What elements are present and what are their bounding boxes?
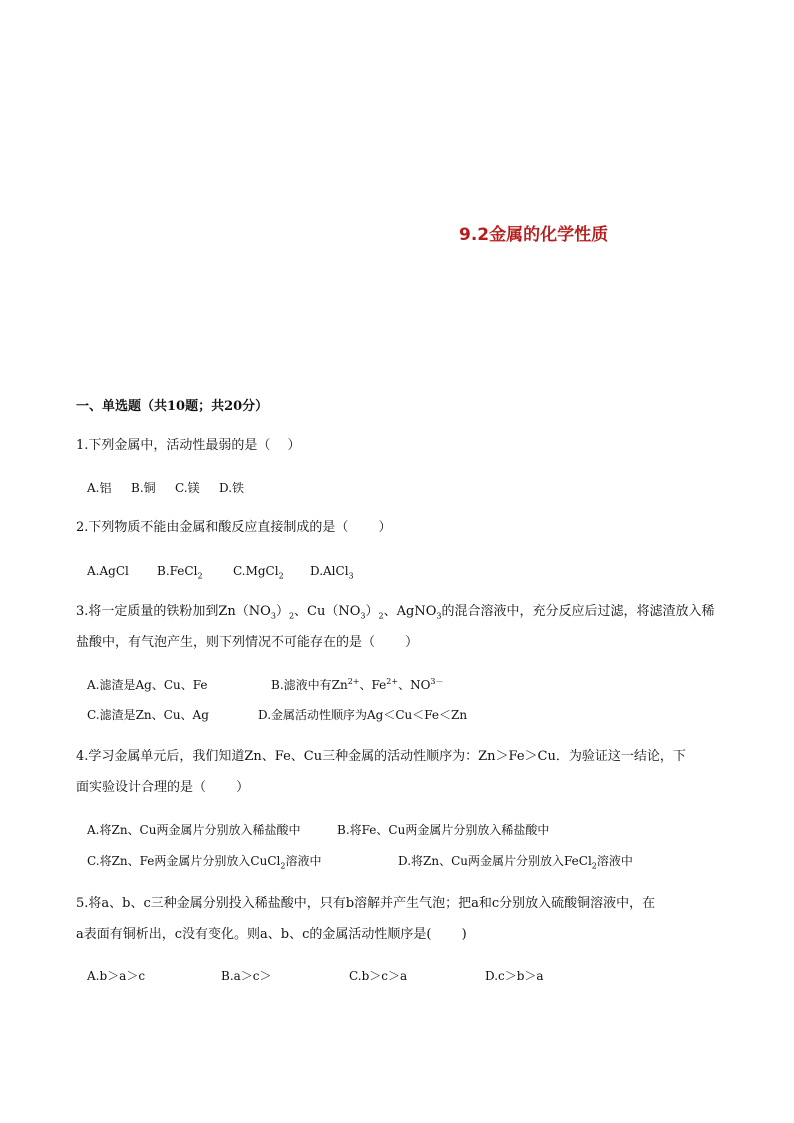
question-1-stem: 1.下列金属中，活动性最弱的是（ ） (76, 438, 301, 453)
q4-option-c-sub: 2 (280, 861, 286, 871)
q2-option-b-text: B.FeCl (157, 564, 198, 578)
q2-option-b[interactable] (157, 562, 203, 580)
q3-option-b-text-1: B.滤液中有Zn (271, 678, 348, 692)
q2-option-c-text: C.MgCl (233, 564, 279, 578)
question-2-stem: 2.下列物质不能由金属和酸反应直接制成的是（ ） (76, 520, 392, 535)
q4-option-d-text-1: D.将Zn、Cu两金属片分别放入FeCl (398, 854, 592, 868)
q2-option-c-sub: 2 (278, 571, 284, 581)
question-4-stem-line-2: 面实验设计合理的是（ ） (76, 780, 250, 795)
q3-option-d[interactable]: D.金属活动性顺序为Ag＜Cu＜Fe＜Zn (258, 708, 468, 722)
q3-sub-2: 2 (288, 611, 295, 621)
q4-option-c-text-1: C.将Zn、Fe两金属片分别放入CuCl (87, 854, 281, 868)
q4-option-d[interactable] (398, 852, 633, 870)
q4-option-d-text-2: 溶液中 (596, 854, 633, 868)
q3-sub-1: 3 (270, 611, 276, 621)
q3-option-b-sup-1: 2+ (347, 677, 360, 686)
section-heading: 一、单选题（共10题；共20分） (76, 399, 269, 414)
q3-option-b-sup-3: 3－ (430, 677, 444, 686)
q4-option-c[interactable] (87, 852, 321, 870)
q3-text-6: 的混合溶液中，充分反应后过滤，将滤渣放入稀 (441, 604, 715, 619)
q3-option-c[interactable]: C.滤渣是Zn、Cu、Ag (87, 708, 209, 722)
q2-option-d-text: D.AlCl (310, 564, 349, 578)
question-3-stem-line-2: 盐酸中，有气泡产生，则下列情况不可能存在的是（ ） (76, 635, 419, 650)
q2-option-d[interactable] (310, 562, 354, 580)
q1-option-b[interactable]: B.铜 (131, 481, 156, 495)
q3-text-2: ） (275, 604, 289, 619)
q3-option-a[interactable]: A.滤渣是Ag、Cu、Fe (87, 678, 208, 692)
question-3-stem-line-1 (76, 603, 714, 621)
q4-option-a[interactable]: A.将Zn、Cu两金属片分别放入稀盐酸中 (87, 823, 301, 837)
q3-option-b-sup-2: 2+ (386, 677, 399, 686)
q1-option-a[interactable]: A.铝 (87, 481, 112, 495)
q3-sub-4: 2 (378, 611, 384, 621)
q3-option-b-text-3: 、NO (398, 678, 431, 692)
q3-text-4: ） (365, 604, 379, 619)
q3-text-5: 、AgNO (383, 604, 437, 619)
question-4-stem-line-1: 4.学习金属单元后，我们知道Zn、Fe、Cu三种金属的活动性顺序为：Zn＞Fe＞Cu．为验证这一结论，下 (76, 749, 686, 764)
q5-option-b[interactable]: B.a＞c＞ (221, 969, 272, 983)
page-title: 9.2金属的化学性质 (459, 225, 609, 245)
q3-sub-3: 3 (360, 611, 366, 621)
q2-option-c[interactable] (233, 562, 284, 580)
q3-sub-5: 3 (436, 611, 442, 621)
q4-option-c-text-2: 溶液中 (285, 854, 322, 868)
q4-option-d-sub: 2 (591, 861, 597, 871)
q5-option-a[interactable]: A.b＞a＞c (87, 969, 146, 983)
q4-option-b[interactable]: B.将Fe、Cu两金属片分别放入稀盐酸中 (337, 823, 550, 837)
question-5-stem-line-2: a表面有铜析出，c没有变化。则a、b、c的金属活动性顺序是( ) (76, 927, 467, 942)
q3-option-b-text-2: 、Fe (359, 678, 387, 692)
q5-option-d[interactable]: D.c＞b＞a (485, 969, 544, 983)
q5-option-c[interactable]: C.b＞c＞a (349, 969, 408, 983)
q2-option-d-sub: 3 (348, 571, 354, 581)
q2-option-a[interactable]: A.AgCl (87, 564, 129, 578)
q2-option-b-sub: 2 (197, 571, 203, 581)
q3-option-b[interactable] (271, 676, 444, 694)
q1-option-c[interactable]: C.镁 (175, 481, 200, 495)
q3-text-3: 、Cu（NO (294, 604, 361, 619)
question-5-stem-line-1: 5.将a、b、c三种金属分别投入稀盐酸中，只有b溶解并产生气泡；把a和c分别放入硫酸铜溶液中，在 (76, 896, 656, 911)
q3-text-1: 3.将一定质量的铁粉加到Zn（NO (76, 604, 271, 619)
q1-option-d[interactable]: D.铁 (219, 481, 245, 495)
